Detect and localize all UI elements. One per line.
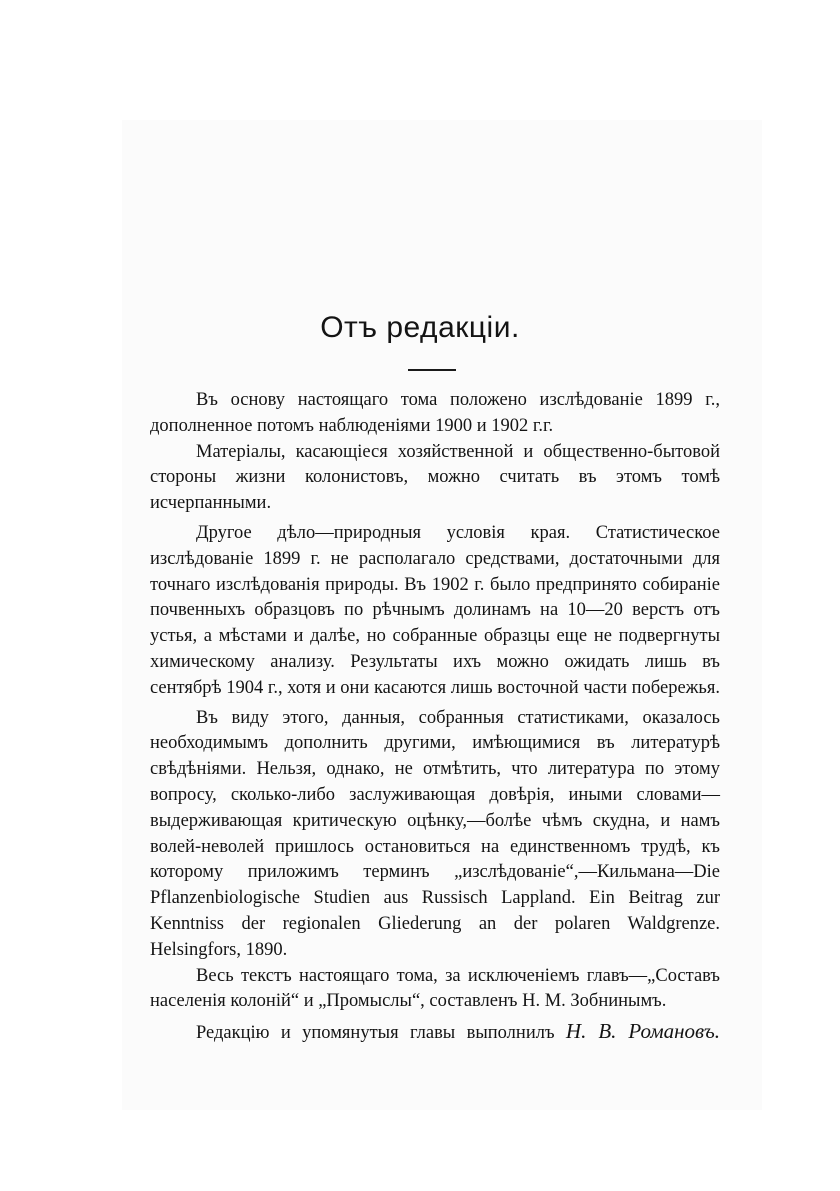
paragraph-3: Другое дѣло—природныя условія края. Статистическое изслѣдованіе 1899 г. не располагало средствами, достаточными для точнаго изслѣдованія природы. Въ 1902 г. было предпринято собираніе почвенныхъ образцовъ по рѣчнымъ долинамъ на 10—20 верстъ отъ устья, а мѣстами и далѣе, но собранные образцы еще не подвергнуты химическому анализу. Результаты ихъ можно ожидать лишь въ сентябрѣ 1904 г., хотя и они касаются лишь восточной части побережья. [150,522,721,698]
paragraph-1: Въ основу настоящаго тома положено изслѣдованіе 1899 г., дополненное потомъ наблюденіями 1900 и 1902 г.г. [150,390,720,436]
paragraph-2: Матеріалы, касающіеся хозяйственной и общественно-бытовой стороны жизни колонистовъ, можно считать въ этомъ томѣ исчерпанными. [150,441,720,514]
paragraph-4: Въ виду этого, данныя, собранныя статистиками, оказалось необходимымъ дополнить другими, имѣющимися въ литературѣ свѣдѣніями. Нельзя, однако, не отмѣтить, что литература по этому вопросу, сколько-либо заслуживающая довѣрія, иными словами—выдерживающая критическую оцѣнку,—болѣе чѣмъ скудна, и намъ волей-неволей пришлось остановиться на единственномъ трудѣ, къ которому приложимъ терминъ „изслѣдованіе“,—Кильмана—Die Pflanzenbiologische Studien aus Russisch Lappland. Ein Beitrag zur Kenntniss der regionalen Gliederung an der polaren Waldgrenze. Helsingfors, 1890. [150,707,720,960]
page-title: Отъ редакціи. [320,311,520,344]
editorial-body [150,388,720,1047]
editor-signature: Н. В. Романовъ. [565,1019,721,1044]
closing-text: Редакцію и упомянутыя главы выполнилъ [196,1023,555,1044]
closing-line [150,1019,720,1047]
title-divider [408,369,456,371]
paragraph-5: Весь текстъ настоящаго тома, за исключеніемъ главъ—„Составъ населенія колоній“ и „Промыслы“, составленъ Н. М. Зобнинымъ. [150,965,720,1012]
